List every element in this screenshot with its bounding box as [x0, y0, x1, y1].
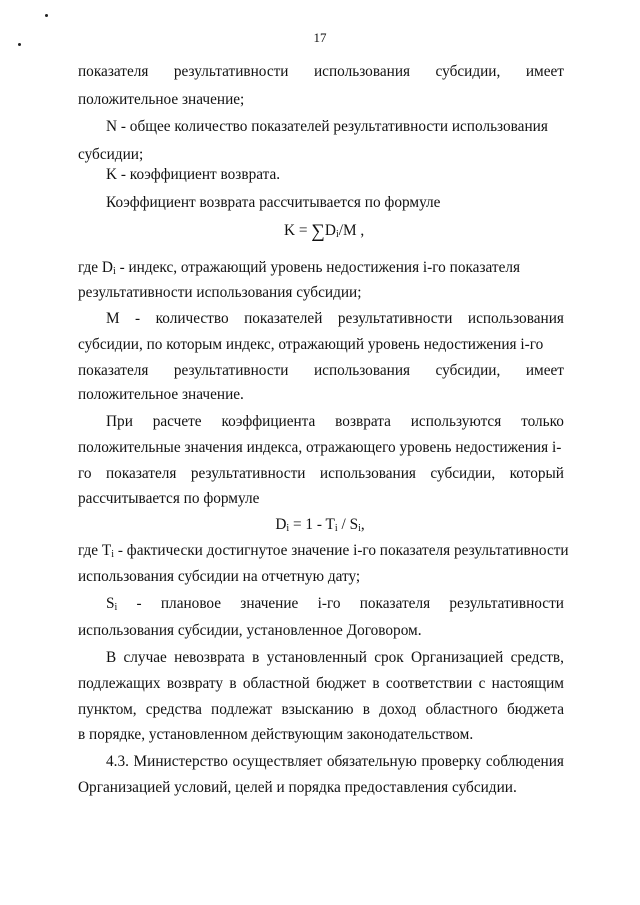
word: показателей: [244, 310, 323, 327]
word: показателя: [359, 595, 431, 612]
word: Министерство: [133, 753, 228, 770]
word: невозврата: [174, 649, 245, 666]
word: в: [372, 675, 380, 692]
text-line: где $T_i$ - фактически достигнутое значение i-го показателя результативности: [78, 542, 569, 560]
text-line: Организацией условий, целей и порядка предоставления субсидии.: [78, 779, 517, 796]
word: го: [78, 465, 92, 482]
text-line: результативности использования субсидии;: [78, 284, 362, 301]
word: случае: [123, 649, 167, 666]
formula-k: $K = \sum D_i/M$ ,: [284, 221, 365, 242]
text-line: [78, 361, 564, 381]
word: использования: [314, 362, 411, 379]
word: установленный: [266, 649, 367, 666]
word: Организацией: [411, 649, 504, 666]
text-line: использования субсидии на отчетную дату;: [78, 568, 361, 585]
word: бюджет: [316, 675, 367, 692]
word: соответствии: [385, 675, 473, 692]
word: областной: [242, 675, 310, 692]
text-line: [78, 62, 564, 82]
word: проверку: [421, 753, 482, 770]
sum-symbol: ∑: [311, 221, 325, 242]
word: возврату: [166, 675, 224, 692]
word: используются: [410, 413, 502, 430]
word: субсидии,: [435, 362, 501, 379]
word: с: [478, 675, 486, 692]
text-line: положительное значение.: [78, 386, 244, 403]
word: обязательную: [326, 753, 417, 770]
word: 4.3.: [106, 753, 129, 770]
word: использования: [314, 63, 411, 80]
word: в: [252, 649, 260, 666]
word: результативности: [449, 595, 564, 612]
text-line: [106, 412, 564, 432]
word: имеет: [525, 362, 564, 379]
word: показателя: [78, 362, 149, 379]
word: пунктом,: [78, 701, 137, 718]
word: значение: [240, 595, 299, 612]
word: M: [106, 310, 120, 327]
word: В: [106, 649, 117, 666]
word: субсидии,: [430, 465, 496, 482]
word: подлежат: [211, 701, 273, 718]
word: При: [106, 413, 133, 430]
word: использования: [319, 465, 416, 482]
page-number: 17: [313, 30, 327, 45]
word: бюджета: [506, 701, 564, 718]
text-line: где $D_i$ - индекс, отражающий уровень недостижения i-го показателя: [78, 259, 521, 277]
word: соблюдения: [485, 753, 564, 770]
text-line: [78, 700, 564, 720]
scan-speck-mark: [45, 14, 48, 17]
word: доход: [379, 701, 417, 718]
word: количество: [155, 310, 229, 327]
text-line: [106, 648, 564, 668]
word: показателя: [78, 63, 149, 80]
text-line: [78, 464, 564, 484]
word: результативности: [190, 465, 306, 482]
text-line: рассчитывается по формуле: [78, 490, 260, 507]
word: средств,: [510, 649, 564, 666]
word: настоящим: [491, 675, 564, 692]
word: областного: [425, 701, 498, 718]
word: -: [135, 310, 141, 327]
word: результативности: [173, 362, 289, 379]
text-line: положительное значение;: [78, 91, 245, 108]
word: плановое: [160, 595, 222, 612]
text-line: субсидии;: [78, 146, 144, 163]
word: возврата: [335, 413, 391, 430]
text-line: субсидии, по которым индекс, отражающий уровень недостижения i-го: [78, 336, 544, 353]
text-line: K - коэффициент возврата.: [106, 166, 281, 183]
word: результативности: [337, 310, 453, 327]
word: -: [136, 595, 142, 612]
word: средства: [145, 701, 202, 718]
text-line: N - общее количество показателей результативности использования: [106, 118, 548, 135]
text-line: $S_i$ - плановое значение i-го показателя результативности: [106, 595, 564, 613]
text-line: положительные значения индекса, отражающего уровень недостижения i-: [78, 439, 562, 456]
text-line: [106, 752, 564, 772]
word: только: [521, 413, 564, 430]
text-line: использования субсидии, установленное Договором.: [78, 622, 422, 639]
word: в: [362, 701, 370, 718]
word: взысканию: [281, 701, 354, 718]
formula-d: $D_i = 1 - T_i / S_i$,: [275, 516, 365, 534]
word: i-го: [317, 595, 341, 612]
word: срок: [374, 649, 404, 666]
word: подлежащих: [78, 675, 161, 692]
word: субсидии,: [435, 63, 501, 80]
word: использования: [467, 310, 564, 327]
word: коэффициента: [221, 413, 316, 430]
text-line: Коэффициент возврата рассчитывается по формуле: [106, 194, 441, 211]
word: имеет: [525, 63, 564, 80]
text-line: в порядке, установленном действующим законодательством.: [78, 726, 474, 743]
word: результативности: [173, 63, 289, 80]
word: осуществляет: [232, 753, 323, 770]
word: который: [509, 465, 564, 482]
text-line: [78, 674, 564, 694]
text-line: [106, 309, 564, 329]
word: расчете: [152, 413, 202, 430]
word: показателя: [106, 465, 177, 482]
word: в: [229, 675, 237, 692]
